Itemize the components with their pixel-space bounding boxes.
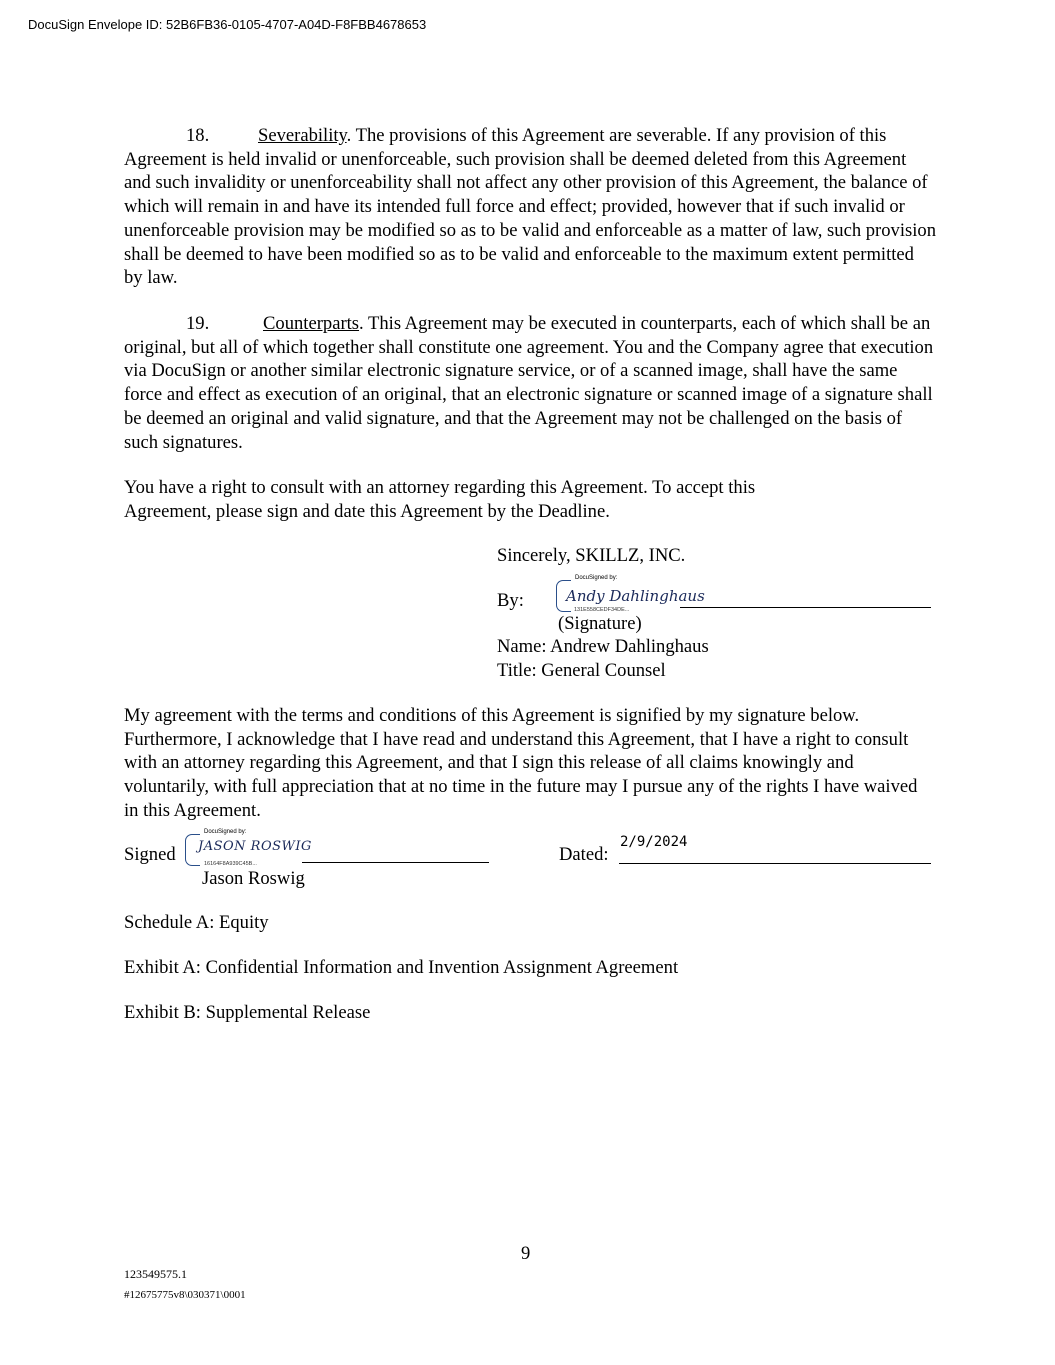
- attachment-schedule-a: Schedule A: Equity: [124, 912, 269, 933]
- document-id: 123549575.1: [124, 1267, 187, 1281]
- attachment-exhibit-b: Exhibit B: Supplemental Release: [124, 1002, 371, 1023]
- acknowledgment-paragraph: My agreement with the terms and conditions of this Agreement is signified by my signature below. Furthermore, I acknowledge that I have read and understand this Agreement, that I have a right to consult with an attorney regarding this Agreement, and that I sign this release of all claims knowingly and voluntarily, with full appreciation that at no time in the future may I pursue any of the rights I have waived in this Agreement.: [124, 705, 918, 821]
- date-line: [619, 863, 931, 864]
- company-docusigned-by: DocuSigned by:: [575, 575, 618, 581]
- section-18-text: . The provisions of this Agreement are severable. If any provision of this Agreement is held invalid or unenforceable, such provision shall be deemed deleted from this Agreement and such invalidity or unenforceability shall not affect any other provision of this Agreement, the balance of which will remain in and have its intended full force and effect; provided, however that if such invalid or unenforceable provision may be modified so as to be valid and enforceable as a matter of law, such provision shall be deemed to have been modified so as to be valid and enforceable to the maximum extent permitted by law.: [124, 125, 937, 289]
- section-18-number: 18.: [186, 125, 210, 146]
- consult-paragraph: You have a right to consult with an attorney regarding this Agreement. To accept this Agreement, please sign and date this Agreement by the Deadline.: [124, 477, 756, 522]
- section-19: [124, 312, 936, 454]
- section-19-heading: Counterparts: [263, 313, 360, 334]
- section-19-number: 19.: [186, 313, 210, 334]
- employee-signature-script: JASON ROSWIG: [198, 839, 312, 854]
- company-signature-hash: 131E558CEDF34DE...: [574, 607, 630, 613]
- sincerely-line: Sincerely, SKILLZ, INC.: [497, 545, 686, 566]
- signing-date: 2/9/2024: [620, 834, 688, 850]
- company-signature-line: [680, 607, 931, 608]
- section-19-text: . This Agreement may be executed in counterparts, each of which shall be an original, but all of which together shall constitute one agreement. You and the Company agree that execution via DocuSign or another similar electronic signature service, or of a scanned image, shall have the same force and effect as execution of an original, that an electronic signature or scanned image of a signature shall be deemed an original and valid signature, and that the Agreement may not be challenged on the basis of such signatures.: [124, 313, 934, 453]
- section-18-heading: Severability: [258, 125, 347, 146]
- document-reference: #12675775v8\030371\0001: [124, 1289, 246, 1301]
- section-18: [124, 124, 936, 290]
- signed-label: Signed: [124, 844, 176, 865]
- employee-docusigned-by: DocuSigned by:: [204, 829, 247, 835]
- by-label: By:: [497, 590, 524, 611]
- docusign-envelope-id: DocuSign Envelope ID: 52B6FB36-0105-4707-A04D-F8FBB4678653: [28, 17, 427, 32]
- page-number: 9: [521, 1243, 531, 1264]
- employee-signature-hash: 16164F8A939C45B...: [204, 861, 257, 867]
- employee-name: Jason Roswig: [202, 868, 305, 889]
- attachment-exhibit-a: Exhibit A: Confidential Information and Invention Assignment Agreement: [124, 957, 679, 978]
- signatory-name: Name: Andrew Dahlinghaus: [497, 636, 709, 657]
- company-signature-script: Andy Dahlinghaus: [566, 587, 705, 605]
- dated-label: Dated:: [559, 844, 609, 865]
- signature-label: (Signature): [558, 613, 642, 634]
- employee-signature-line: [302, 862, 489, 863]
- signatory-title: Title: General Counsel: [497, 660, 666, 681]
